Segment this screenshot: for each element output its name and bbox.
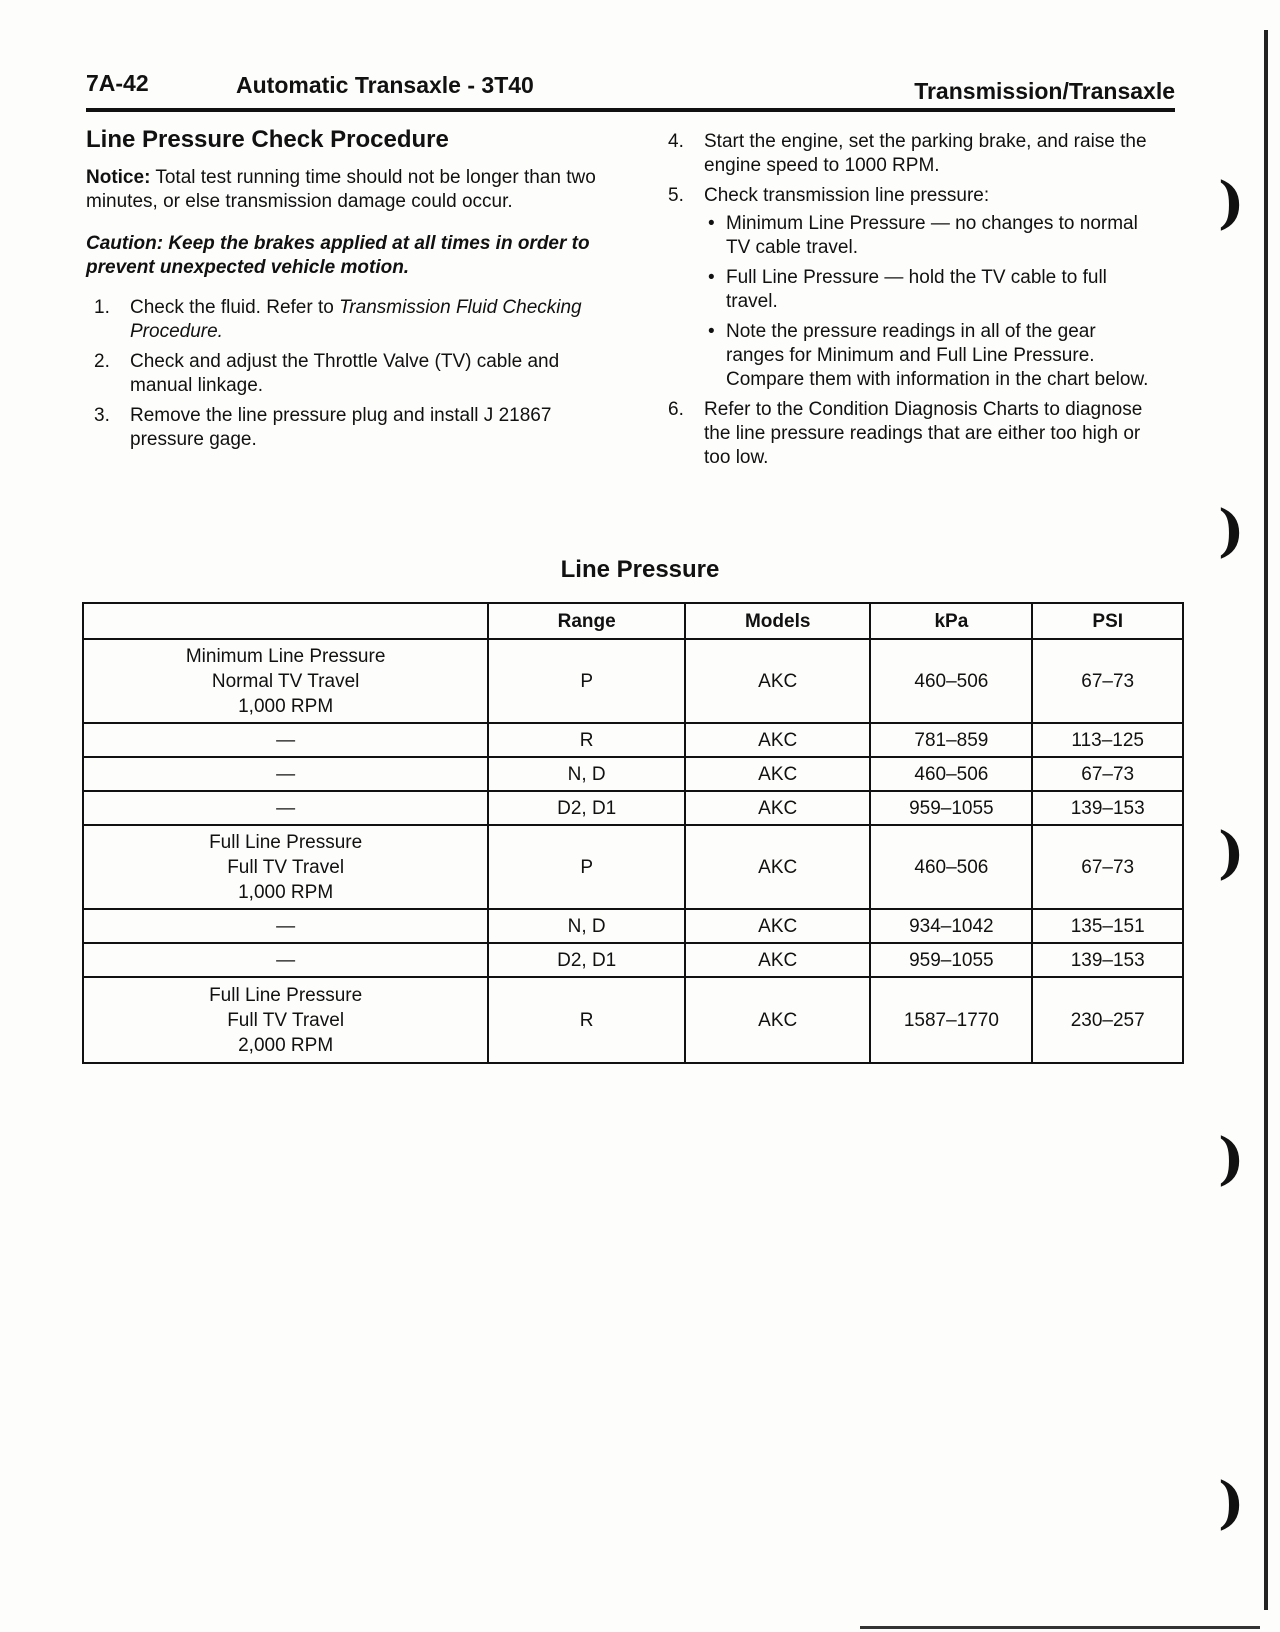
binder-mark: ) bbox=[1218, 1470, 1245, 1536]
condition-line: Full Line Pressure bbox=[209, 984, 363, 1006]
step-text: Refer to the Condition Diagnosis Charts to diagnose the line pressure readings that are either too high or too low. bbox=[704, 399, 1143, 468]
table-row bbox=[83, 825, 1183, 909]
models-cell: AKC bbox=[685, 723, 870, 757]
step-text: Check transmission line pressure: bbox=[704, 185, 990, 206]
step-text: Check and adjust the Throttle Valve (TV) cable and manual linkage. bbox=[130, 351, 560, 396]
models-cell: AKC bbox=[685, 825, 870, 909]
psi-cell: 67–73 bbox=[1032, 825, 1183, 909]
page-edge-line bbox=[860, 1626, 1260, 1629]
section-title: Transmission/Transaxle bbox=[914, 78, 1175, 104]
models-cell: AKC bbox=[685, 909, 870, 943]
step-text: Start the engine, set the parking brake, and raise the engine speed to 1000 RPM. bbox=[704, 131, 1147, 176]
step-number: 2. bbox=[94, 351, 110, 372]
condition-cell bbox=[83, 639, 488, 723]
bullet-list bbox=[704, 212, 1150, 392]
psi-cell: 135–151 bbox=[1032, 909, 1183, 943]
steps-list-right bbox=[660, 130, 1150, 470]
step-number: 6. bbox=[668, 399, 684, 420]
step-number: 1. bbox=[94, 297, 110, 318]
list-item bbox=[86, 296, 606, 344]
table-row bbox=[83, 909, 1183, 943]
list-item bbox=[704, 212, 1150, 260]
kpa-cell: 959–1055 bbox=[870, 791, 1032, 825]
procedure-heading: Line Pressure Check Procedure bbox=[86, 126, 449, 153]
models-cell: AKC bbox=[685, 977, 870, 1063]
condition-cell bbox=[83, 825, 488, 909]
list-item bbox=[660, 398, 1150, 470]
condition-line: Normal TV Travel bbox=[211, 670, 360, 692]
bullet-text: Note the pressure readings in all of the gear ranges for Minimum and Full Line Pressure. Compare them with information in the chart below. bbox=[726, 321, 1149, 390]
chapter-title: Automatic Transaxle - 3T40 bbox=[236, 72, 534, 98]
table-title: Line Pressure bbox=[560, 556, 720, 583]
kpa-cell: 460–506 bbox=[870, 825, 1032, 909]
column-header: Range bbox=[488, 603, 685, 639]
caution-paragraph: Caution: Keep the brakes applied at all times in order to prevent unexpected vehicle motion. bbox=[86, 233, 590, 278]
condition-cell bbox=[83, 757, 488, 791]
step-number: 4. bbox=[668, 131, 684, 152]
condition-line: — bbox=[276, 797, 296, 819]
condition-cell bbox=[83, 723, 488, 757]
condition-line: 2,000 RPM bbox=[238, 1034, 334, 1056]
column-header bbox=[83, 603, 488, 639]
step-number: 5. bbox=[668, 185, 684, 206]
range-cell: R bbox=[488, 723, 685, 757]
table-row bbox=[83, 977, 1183, 1063]
list-item bbox=[86, 404, 606, 452]
condition-line: Full TV Travel bbox=[227, 856, 345, 878]
models-cell: AKC bbox=[685, 757, 870, 791]
condition-line: — bbox=[276, 949, 296, 971]
bullet-text: Full Line Pressure — hold the TV cable to full travel. bbox=[726, 267, 1107, 312]
page-header bbox=[86, 70, 1175, 110]
list-item bbox=[86, 350, 606, 398]
kpa-cell: 959–1055 bbox=[870, 943, 1032, 977]
binder-mark: ) bbox=[1218, 1126, 1245, 1192]
models-cell: AKC bbox=[685, 639, 870, 723]
kpa-cell: 460–506 bbox=[870, 757, 1032, 791]
page-number: 7A-42 bbox=[86, 70, 149, 96]
line-pressure-table bbox=[82, 602, 1184, 1064]
table-row bbox=[83, 943, 1183, 977]
psi-cell: 67–73 bbox=[1032, 757, 1183, 791]
binder-mark: ) bbox=[1218, 820, 1245, 886]
kpa-cell: 1587–1770 bbox=[870, 977, 1032, 1063]
header-rule bbox=[86, 108, 1175, 112]
column-header: PSI bbox=[1032, 603, 1183, 639]
range-cell: P bbox=[488, 825, 685, 909]
models-cell: AKC bbox=[685, 943, 870, 977]
condition-cell bbox=[83, 791, 488, 825]
table-row bbox=[83, 723, 1183, 757]
condition-line: Minimum Line Pressure bbox=[185, 645, 386, 667]
kpa-cell: 781–859 bbox=[870, 723, 1032, 757]
range-cell: D2, D1 bbox=[488, 943, 685, 977]
table-body bbox=[83, 639, 1183, 1063]
column-header: kPa bbox=[870, 603, 1032, 639]
notice-paragraph bbox=[86, 166, 606, 214]
step-text: Remove the line pressure plug and install J 21867 pressure gage. bbox=[130, 405, 552, 450]
list-item bbox=[660, 184, 1150, 392]
list-item bbox=[704, 266, 1150, 314]
steps-list-left bbox=[86, 296, 606, 452]
table-row bbox=[83, 791, 1183, 825]
bullet-text: Minimum Line Pressure — no changes to normal TV cable travel. bbox=[726, 213, 1138, 258]
page-edge-line bbox=[1264, 30, 1268, 1610]
binder-mark: ) bbox=[1218, 498, 1245, 564]
binder-mark: ) bbox=[1218, 170, 1245, 236]
table-row bbox=[83, 757, 1183, 791]
range-cell: N, D bbox=[488, 757, 685, 791]
condition-line: — bbox=[276, 763, 296, 785]
psi-cell: 230–257 bbox=[1032, 977, 1183, 1063]
step-reference: Transmission Fluid Checking Procedure. bbox=[130, 297, 582, 342]
psi-cell: 139–153 bbox=[1032, 943, 1183, 977]
condition-line: Full TV Travel bbox=[227, 1009, 345, 1031]
condition-line: 1,000 RPM bbox=[238, 881, 334, 903]
step-number: 3. bbox=[94, 405, 110, 426]
range-cell: N, D bbox=[488, 909, 685, 943]
list-item bbox=[660, 130, 1150, 178]
left-column bbox=[86, 126, 606, 458]
range-cell: P bbox=[488, 639, 685, 723]
table-row bbox=[83, 639, 1183, 723]
range-cell: D2, D1 bbox=[488, 791, 685, 825]
column-header: Models bbox=[685, 603, 870, 639]
bullet-icon: • bbox=[708, 267, 715, 288]
notice-label: Notice: bbox=[86, 167, 151, 188]
kpa-cell: 460–506 bbox=[870, 639, 1032, 723]
condition-cell bbox=[83, 943, 488, 977]
models-cell: AKC bbox=[685, 791, 870, 825]
table-header-row bbox=[83, 603, 1183, 639]
notice-text: Total test running time should not be longer than two minutes, or else transmission damage could occur. bbox=[86, 167, 596, 212]
condition-line: — bbox=[276, 729, 296, 751]
condition-line: Full Line Pressure bbox=[209, 831, 363, 853]
condition-line: 1,000 RPM bbox=[238, 695, 334, 717]
list-item bbox=[704, 320, 1150, 392]
psi-cell: 113–125 bbox=[1032, 723, 1183, 757]
right-column bbox=[660, 130, 1150, 476]
range-cell: R bbox=[488, 977, 685, 1063]
psi-cell: 139–153 bbox=[1032, 791, 1183, 825]
psi-cell: 67–73 bbox=[1032, 639, 1183, 723]
bullet-icon: • bbox=[708, 213, 715, 234]
condition-line: — bbox=[276, 915, 296, 937]
bullet-icon: • bbox=[708, 321, 715, 342]
condition-cell bbox=[83, 909, 488, 943]
step-text: Check the fluid. Refer to bbox=[130, 297, 340, 318]
condition-cell bbox=[83, 977, 488, 1063]
kpa-cell: 934–1042 bbox=[870, 909, 1032, 943]
